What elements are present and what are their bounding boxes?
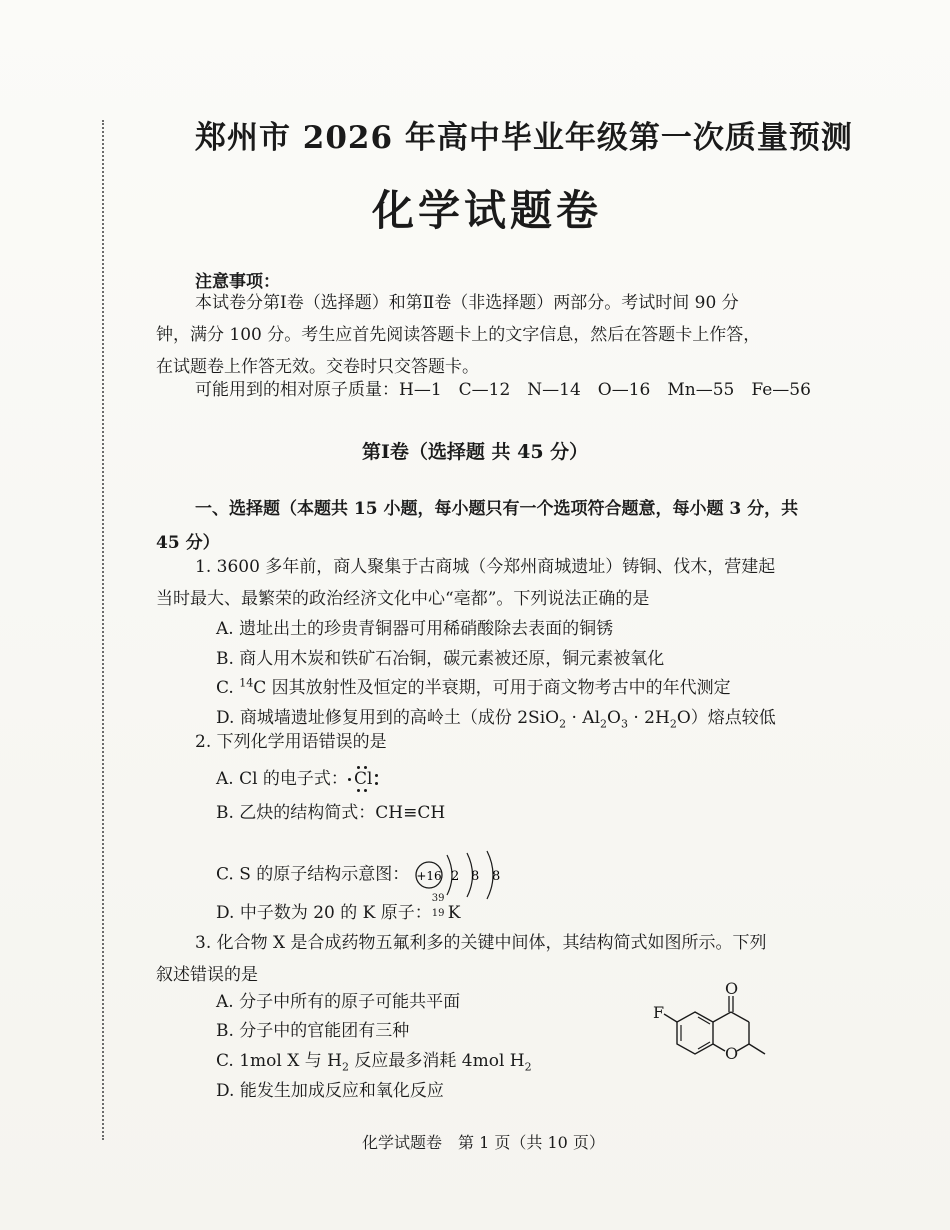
q1-option-a: A. 遗址出土的珍贵青铜器可用稀硝酸除去表面的铜锈 (216, 619, 614, 639)
notice-heading: 注意事项： (195, 272, 280, 292)
q1-option-b: B. 商人用木炭和铁矿石冶铜，碳元素被还原，铜元素被氧化 (216, 649, 665, 669)
page-footer: 化学试题卷 第 1 页（共 10 页） (362, 1133, 605, 1152)
shell-2-electrons: 8 (470, 869, 479, 884)
q1-stem-line1: 1. 3600 多年前，商人聚集于古商城（今郑州商城遗址）铸铜、伐木，营建起 (195, 557, 776, 577)
isotope-notation: 39 19 (431, 893, 445, 919)
lewis-structure-cl: Cl (348, 769, 378, 789)
q2-stem: 2. 下列化学用语错误的是 (195, 732, 387, 752)
shell-1-electrons: 2 (450, 869, 459, 884)
q3-option-c: C. 1mol X 与 $H_2$ 反应最多消耗 4mol $H_2$ (216, 1051, 532, 1074)
sulfur-atom-structure-diagram (415, 847, 515, 903)
atomic-masses: 可能用到的相对原子质量：H—1 C—12 N—14 O—16 Mn—55 Fe—56 (195, 380, 811, 400)
q3-option-b: B. 分子中的官能团有三种 (216, 1021, 410, 1041)
exam-title-line1: 郑州市 2026 年高中毕业年级第一次质量预测 (195, 120, 853, 156)
section-title: 第Ⅰ卷（选择题 共 45 分） (362, 441, 589, 463)
q2-option-d: D. 中子数为 20 的 K 原子： 39 19 K (216, 893, 461, 923)
notice-line-2: 钟，满分 100 分。考生应首先阅读答题卡上的文字信息，然后在答题卡上作答， (156, 325, 761, 345)
q3-option-d: D. 能发生加成反应和氧化反应 (216, 1081, 444, 1101)
section-instructions-line1: 一、选择题（本题共 15 小题，每小题只有一个选项符合题意，每小题 3 分，共 (195, 499, 799, 519)
notice-line-1: 本试卷分第Ⅰ卷（选择题）和第Ⅱ卷（非选择题）两部分。考试时间 90 分 (195, 293, 739, 313)
q2-option-b: B. 乙炔的结构简式：CH≡CH (216, 803, 446, 823)
carbonyl-oxygen-label: O (725, 982, 739, 998)
nucleus-charge: +16 (416, 869, 442, 883)
q1-option-c: C. $^{14}$C 因其放射性及恒定的半衰期，可用于商文物考古中的年代测定 (216, 676, 731, 698)
q1-stem-line2: 当时最大、最繁荣的政治经济文化中心“亳都”。下列说法正确的是 (156, 589, 650, 609)
q3-option-a: A. 分子中所有的原子可能共平面 (216, 992, 461, 1012)
q3-stem-line2: 叙述错误的是 (156, 965, 258, 985)
q2-option-a: A. Cl 的电子式： Cl (216, 764, 378, 789)
binding-dotted-line (102, 120, 104, 1140)
section-instructions-line2: 45 分） (156, 533, 220, 553)
notice-line-3: 在试题卷上作答无效。交卷时只交答题卡。 (156, 357, 479, 377)
fluorine-label: F (653, 1003, 665, 1022)
exam-title-subject: 化学试题卷 (372, 186, 603, 235)
ring-oxygen-label: O (725, 1044, 739, 1063)
compound-x-structure (640, 982, 790, 1082)
q2-option-c: C. S 的原子结构示意图： +16 2 8 8 (216, 847, 515, 903)
q3-stem-line1: 3. 化合物 X 是合成药物五氟利多的关键中间体，其结构简式如图所示。下列 (195, 933, 767, 953)
q1-option-d: D. 商城墙遗址修复用到的高岭土（成份 $2SiO_2 \cdot Al_2O_3 \cdot 2H_2O$）熔点较低 (216, 708, 776, 731)
shell-3-electrons: 8 (491, 869, 500, 884)
